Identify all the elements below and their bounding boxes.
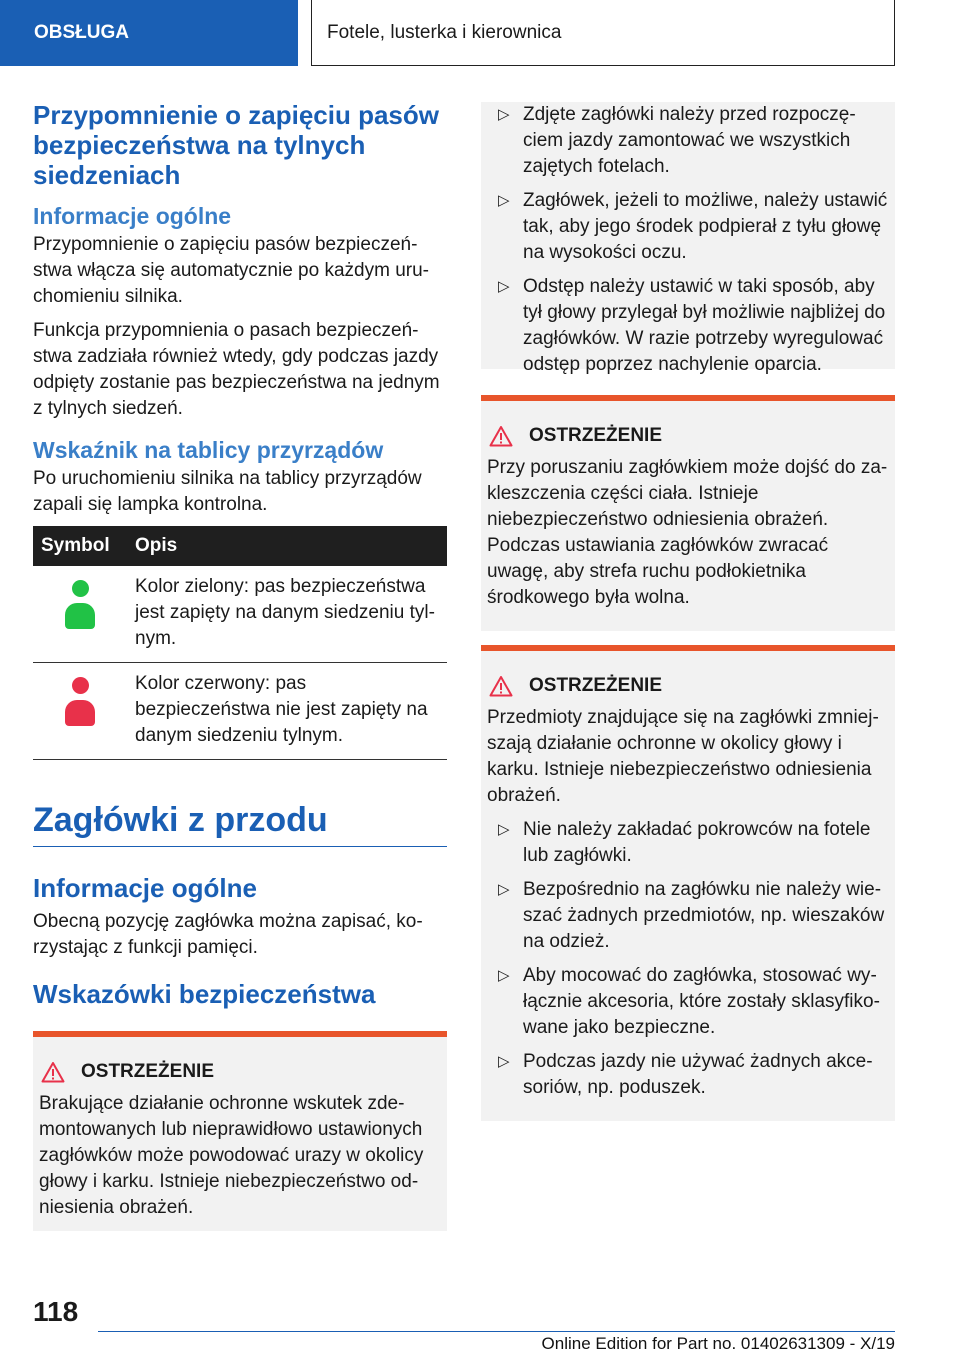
warning-text: Przedmioty znajdujące się na zagłówki zmniejszają działanie ochronne w okolicy głowy i karku. Istnieje niebezpieczeństwo odniesienia obrażeń. (487, 707, 879, 806)
symbol-cell (33, 663, 127, 760)
indicator-table (33, 526, 447, 760)
page-header (0, 0, 960, 66)
title-divider (33, 846, 447, 847)
list-item: ▷ Odstęp należy ustawić w taki sposób, aby tył głowy przylegał był możliwie najbliżej do zagłówków. W razie potrzeby wyregulować odstęp poprzez nachylenie oparcia. (498, 276, 886, 375)
section-title-seatbelt: Przypomnienie o zapięciu pasów bezpieczeństwa na tylnych siedzeniach (33, 100, 439, 190)
triangle-bullet-icon: ▷ (498, 192, 510, 209)
warning-bullet-list (487, 817, 889, 1101)
info-heading: Informacje ogólne (33, 203, 232, 229)
footer-divider (98, 1331, 895, 1332)
bullet-box (481, 102, 895, 375)
list-item: ▷ Zdjęte zagłówki należy przed rozpoczęciem jazdy zamontować we wszystkich zajętych fotelach. (498, 104, 856, 177)
warning-title: OSTRZEŻENIE (529, 675, 663, 696)
symbol-cell (33, 566, 127, 663)
triangle-bullet-icon: ▷ (498, 881, 510, 898)
triangle-bullet-icon: ▷ (498, 1053, 510, 1070)
indicator-heading: Wskaźnik na tablicy przyrządów (33, 437, 384, 463)
triangle-bullet-icon: ▷ (498, 821, 510, 838)
right-column (481, 102, 895, 1121)
bullet-list (487, 102, 889, 378)
green-seat-indicator-icon (65, 580, 95, 629)
list-item: ▷ Nie należy zakładać pokrowców na fotele lub zagłówki. (498, 819, 871, 866)
page-number: 118 (33, 1296, 79, 1327)
triangle-bullet-icon: ▷ (498, 278, 510, 295)
triangle-bullet-icon: ▷ (498, 967, 510, 984)
warning-title: OSTRZEŻENIE (529, 425, 663, 446)
info-paragraph-2: Funkcja przypomnienia o pasach bezpieczeństwa zadziała również wtedy, gdy podczas jazdy odpięty zostanie pas bezpieczeństwa na jednym z tylnych siedzeń. (33, 320, 440, 419)
desc-cell: Kolor zielony: pas bezpieczeństwa jest zapięty na danym siedzeniu tylnym. (127, 566, 447, 663)
info-paragraph-1: Przypomnienie o zapięciu pasów bezpieczeństwa włącza się automatycznie po każdym uruchomieniu silnika. (33, 234, 429, 307)
section-tab: OBSŁUGA (0, 0, 298, 66)
warning-title: OSTRZEŻENIE (81, 1061, 215, 1082)
headrest-info-heading: Informacje ogólne (33, 873, 257, 903)
warning-triangle-icon (489, 675, 513, 697)
table-header-row (33, 526, 447, 566)
list-item: ▷ Aby mocować do zagłówka, stosować wyłącznie akcesoria, które zostały sklasyfikowane jako bezpieczne. (498, 965, 880, 1038)
warning-box (33, 1031, 447, 1231)
warning-triangle-icon (489, 425, 513, 447)
footer-edition: Online Edition for Part no. 01402631309 - X/19 (541, 1334, 895, 1353)
warning-text: Przy poruszaniu zagłówkiem może dojść do zakleszczenia części ciała. Istnieje niebezpieczeństwo odniesienia obrażeń. Podczas ustawiania zagłówków zwracać uwagę, aby strefa ruchu podłokietnika środkowego była wolna. (487, 457, 888, 608)
warning-text: Brakujące działanie ochronne wskutek zdemontowanych lub nieprawidłowo ustawionych zagłówków może powodować urazy w okolicy głowy i karku. Istnieje niebezpieczeństwo odniesienia obrażeń. (39, 1093, 424, 1218)
chapter-title: Fotele, lusterka i kierownica (311, 0, 895, 66)
list-item: ▷ Bezpośrednio na zagłówku nie należy wieszać żadnych przedmiotów, np. wieszaków na odzież. (498, 879, 885, 952)
table-header-desc: Opis (127, 526, 447, 566)
headrest-title: Zagłówki z przodu (33, 801, 328, 839)
desc-cell: Kolor czerwony: pas bezpieczeństwa nie jest zapięty na danym siedzeniu tylnym. (127, 663, 447, 760)
warning-box (481, 395, 895, 631)
list-item: ▷ Zagłówek, jeżeli to możliwe, należy ustawić tak, aby jego środek podpierał z tyłu głowę na wysokości oczu. (498, 190, 888, 263)
table-row (33, 663, 447, 760)
red-seat-indicator-icon (65, 677, 95, 726)
safety-heading: Wskazówki bezpieczeństwa (33, 979, 376, 1009)
warning-triangle-icon (41, 1061, 65, 1083)
indicator-paragraph: Po uruchomieniu silnika na tablicy przyrządów zapali się lampka kontrolna. (33, 468, 422, 515)
left-column (33, 100, 447, 1231)
list-item: ▷ Podczas jazdy nie używać żadnych akcesoriów, np. poduszek. (498, 1051, 873, 1098)
warning-box (481, 645, 895, 1121)
headrest-info-paragraph: Obecną pozycję zagłówka można zapisać, korzystając z funkcji pamięci. (33, 911, 423, 958)
table-header-symbol: Symbol (33, 526, 127, 566)
table-row (33, 566, 447, 663)
triangle-bullet-icon: ▷ (498, 106, 510, 123)
